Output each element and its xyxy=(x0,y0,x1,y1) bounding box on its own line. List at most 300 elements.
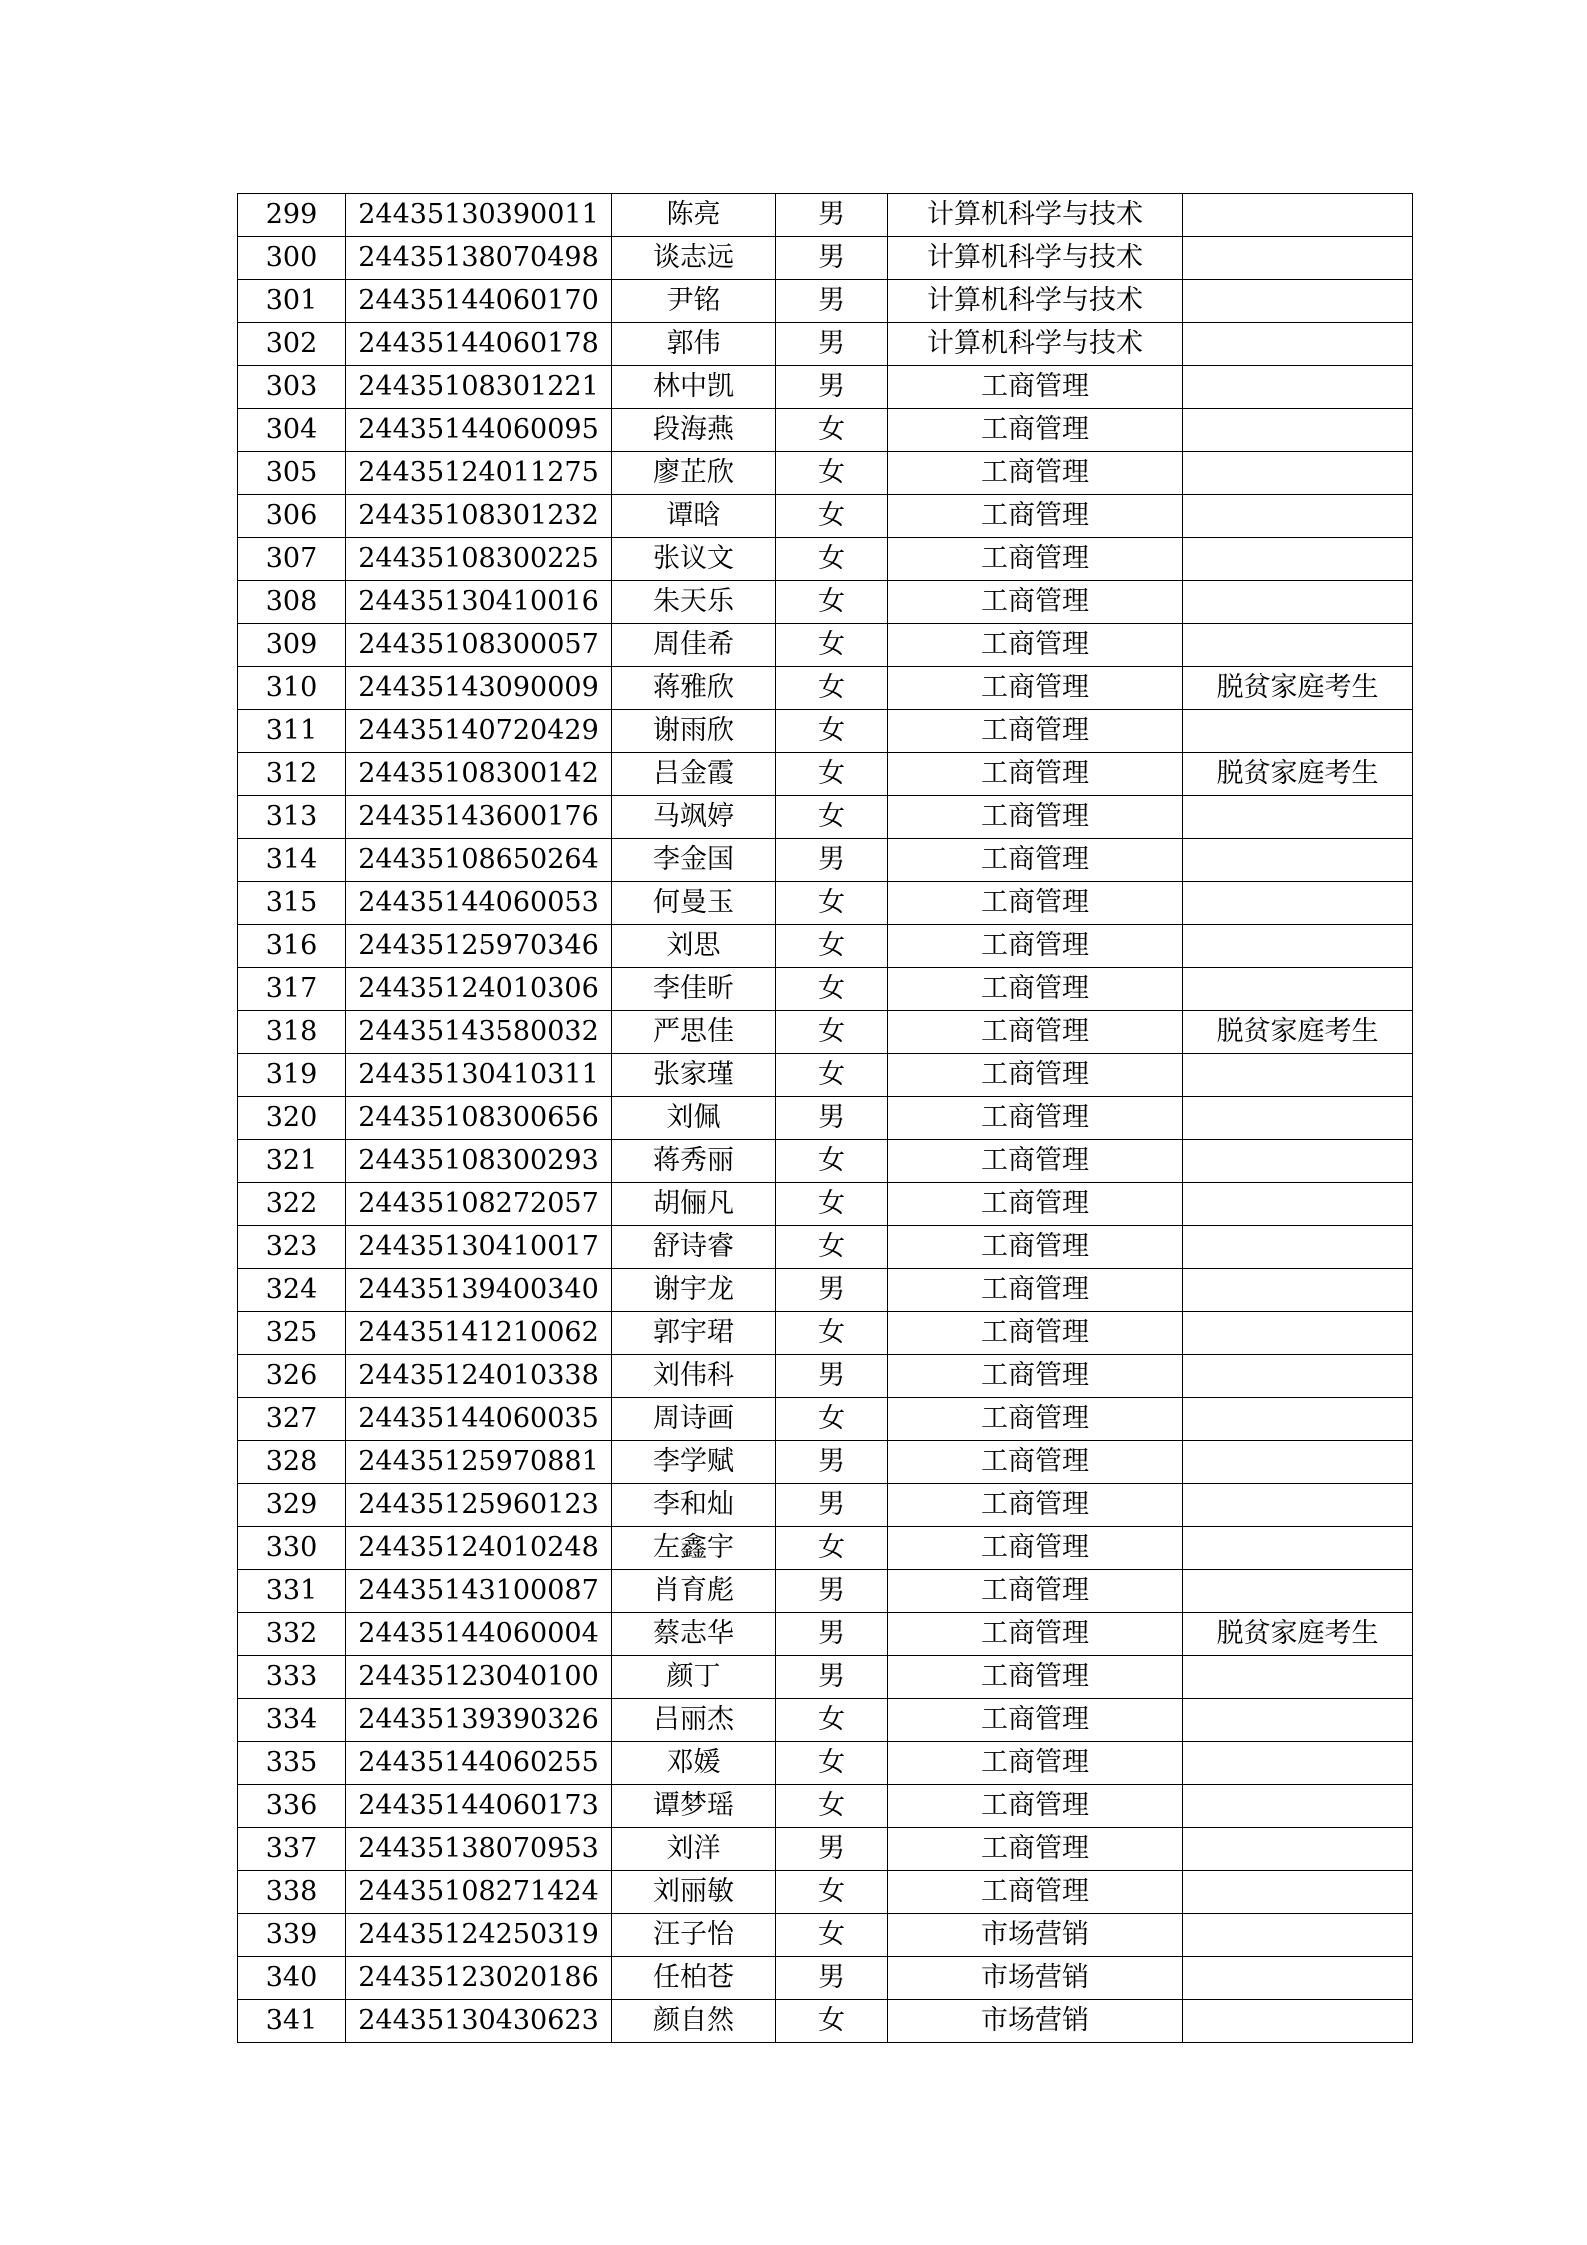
remark-cell xyxy=(1183,968,1413,1011)
gender-cell: 女 xyxy=(776,753,888,796)
student-name-cell: 蒋雅欣 xyxy=(612,667,776,710)
candidate-id-cell: 24435138070498 xyxy=(346,237,612,280)
gender-cell: 女 xyxy=(776,710,888,753)
row-number-cell: 303 xyxy=(238,366,346,409)
candidate-id-cell: 24435143600176 xyxy=(346,796,612,839)
remark-cell xyxy=(1183,796,1413,839)
table-row xyxy=(238,796,1413,839)
table-row xyxy=(238,538,1413,581)
table-row xyxy=(238,1570,1413,1613)
gender-cell: 女 xyxy=(776,624,888,667)
gender-cell: 女 xyxy=(776,409,888,452)
row-number-cell: 328 xyxy=(238,1441,346,1484)
major-cell: 工商管理 xyxy=(888,624,1183,667)
candidate-id-cell: 24435143090009 xyxy=(346,667,612,710)
candidate-id-cell: 24435123040100 xyxy=(346,1656,612,1699)
candidate-id-cell: 24435124010338 xyxy=(346,1355,612,1398)
table-row xyxy=(238,1226,1413,1269)
remark-cell xyxy=(1183,1699,1413,1742)
remark-cell xyxy=(1183,323,1413,366)
row-number-cell: 299 xyxy=(238,194,346,237)
student-name-cell: 吕丽杰 xyxy=(612,1699,776,1742)
major-cell: 工商管理 xyxy=(888,1398,1183,1441)
gender-cell: 女 xyxy=(776,1871,888,1914)
remark-cell xyxy=(1183,538,1413,581)
major-cell: 工商管理 xyxy=(888,1441,1183,1484)
table-row xyxy=(238,237,1413,280)
gender-cell: 女 xyxy=(776,1699,888,1742)
table-row xyxy=(238,882,1413,925)
major-cell: 工商管理 xyxy=(888,1656,1183,1699)
remark-cell xyxy=(1183,1570,1413,1613)
gender-cell: 男 xyxy=(776,366,888,409)
student-name-cell: 李金国 xyxy=(612,839,776,882)
gender-cell: 女 xyxy=(776,2000,888,2043)
gender-cell: 男 xyxy=(776,1957,888,2000)
student-name-cell: 胡俪凡 xyxy=(612,1183,776,1226)
gender-cell: 女 xyxy=(776,1742,888,1785)
row-number-cell: 324 xyxy=(238,1269,346,1312)
student-name-cell: 谢宇龙 xyxy=(612,1269,776,1312)
remark-cell: 脱贫家庭考生 xyxy=(1183,753,1413,796)
gender-cell: 男 xyxy=(776,1570,888,1613)
row-number-cell: 305 xyxy=(238,452,346,495)
gender-cell: 女 xyxy=(776,1011,888,1054)
gender-cell: 女 xyxy=(776,1914,888,1957)
student-name-cell: 吕金霞 xyxy=(612,753,776,796)
student-name-cell: 郭伟 xyxy=(612,323,776,366)
student-name-cell: 严思佳 xyxy=(612,1011,776,1054)
candidate-id-cell: 24435140720429 xyxy=(346,710,612,753)
candidate-id-cell: 24435124250319 xyxy=(346,1914,612,1957)
remark-cell xyxy=(1183,237,1413,280)
student-name-cell: 张家瑾 xyxy=(612,1054,776,1097)
gender-cell: 女 xyxy=(776,1527,888,1570)
candidate-id-cell: 24435108300225 xyxy=(346,538,612,581)
row-number-cell: 335 xyxy=(238,1742,346,1785)
remark-cell xyxy=(1183,1226,1413,1269)
gender-cell: 男 xyxy=(776,323,888,366)
student-name-cell: 蔡志华 xyxy=(612,1613,776,1656)
student-name-cell: 廖芷欣 xyxy=(612,452,776,495)
row-number-cell: 336 xyxy=(238,1785,346,1828)
row-number-cell: 331 xyxy=(238,1570,346,1613)
major-cell: 工商管理 xyxy=(888,1226,1183,1269)
major-cell: 工商管理 xyxy=(888,1527,1183,1570)
row-number-cell: 308 xyxy=(238,581,346,624)
major-cell: 工商管理 xyxy=(888,710,1183,753)
candidate-id-cell: 24435144060173 xyxy=(346,1785,612,1828)
row-number-cell: 306 xyxy=(238,495,346,538)
table-row xyxy=(238,1527,1413,1570)
gender-cell: 女 xyxy=(776,925,888,968)
remark-cell xyxy=(1183,1871,1413,1914)
candidate-id-cell: 24435108301221 xyxy=(346,366,612,409)
student-name-cell: 马飒婷 xyxy=(612,796,776,839)
gender-cell: 女 xyxy=(776,1183,888,1226)
candidate-id-cell: 24435108272057 xyxy=(346,1183,612,1226)
major-cell: 工商管理 xyxy=(888,753,1183,796)
gender-cell: 女 xyxy=(776,667,888,710)
row-number-cell: 333 xyxy=(238,1656,346,1699)
row-number-cell: 325 xyxy=(238,1312,346,1355)
remark-cell xyxy=(1183,1957,1413,2000)
gender-cell: 女 xyxy=(776,968,888,1011)
candidate-id-cell: 24435130390011 xyxy=(346,194,612,237)
table-row xyxy=(238,1656,1413,1699)
table-row xyxy=(238,495,1413,538)
student-name-cell: 谭梦瑶 xyxy=(612,1785,776,1828)
student-name-cell: 陈亮 xyxy=(612,194,776,237)
candidate-id-cell: 24435144060035 xyxy=(346,1398,612,1441)
major-cell: 工商管理 xyxy=(888,538,1183,581)
remark-cell xyxy=(1183,1269,1413,1312)
major-cell: 市场营销 xyxy=(888,2000,1183,2043)
table-row xyxy=(238,409,1413,452)
candidate-id-cell: 24435143580032 xyxy=(346,1011,612,1054)
candidate-id-cell: 24435130410017 xyxy=(346,1226,612,1269)
candidate-id-cell: 24435144060004 xyxy=(346,1613,612,1656)
candidate-id-cell: 24435144060053 xyxy=(346,882,612,925)
candidate-id-cell: 24435108300057 xyxy=(346,624,612,667)
student-name-cell: 谈志远 xyxy=(612,237,776,280)
candidate-id-cell: 24435125960123 xyxy=(346,1484,612,1527)
student-name-cell: 刘思 xyxy=(612,925,776,968)
gender-cell: 男 xyxy=(776,1269,888,1312)
candidate-id-cell: 24435130430623 xyxy=(346,2000,612,2043)
remark-cell xyxy=(1183,1097,1413,1140)
remark-cell xyxy=(1183,280,1413,323)
gender-cell: 男 xyxy=(776,194,888,237)
row-number-cell: 339 xyxy=(238,1914,346,1957)
student-name-cell: 肖育彪 xyxy=(612,1570,776,1613)
candidate-id-cell: 24435144060178 xyxy=(346,323,612,366)
row-number-cell: 318 xyxy=(238,1011,346,1054)
student-name-cell: 尹铭 xyxy=(612,280,776,323)
major-cell: 计算机科学与技术 xyxy=(888,323,1183,366)
candidate-id-cell: 24435143100087 xyxy=(346,1570,612,1613)
major-cell: 工商管理 xyxy=(888,1484,1183,1527)
major-cell: 工商管理 xyxy=(888,1312,1183,1355)
student-name-cell: 何曼玉 xyxy=(612,882,776,925)
major-cell: 工商管理 xyxy=(888,1054,1183,1097)
student-name-cell: 舒诗睿 xyxy=(612,1226,776,1269)
table-row xyxy=(238,1140,1413,1183)
candidate-id-cell: 24435144060170 xyxy=(346,280,612,323)
row-number-cell: 311 xyxy=(238,710,346,753)
remark-cell xyxy=(1183,581,1413,624)
major-cell: 工商管理 xyxy=(888,495,1183,538)
row-number-cell: 326 xyxy=(238,1355,346,1398)
candidate-id-cell: 24435108650264 xyxy=(346,839,612,882)
table-row xyxy=(238,753,1413,796)
major-cell: 工商管理 xyxy=(888,1871,1183,1914)
remark-cell xyxy=(1183,882,1413,925)
row-number-cell: 329 xyxy=(238,1484,346,1527)
candidate-id-cell: 24435139390326 xyxy=(346,1699,612,1742)
remark-cell xyxy=(1183,452,1413,495)
student-name-cell: 谢雨欣 xyxy=(612,710,776,753)
student-name-cell: 朱天乐 xyxy=(612,581,776,624)
remark-cell xyxy=(1183,624,1413,667)
table-row xyxy=(238,1613,1413,1656)
student-name-cell: 任柏苍 xyxy=(612,1957,776,2000)
table-row xyxy=(238,280,1413,323)
candidate-id-cell: 24435139400340 xyxy=(346,1269,612,1312)
row-number-cell: 340 xyxy=(238,1957,346,2000)
remark-cell xyxy=(1183,839,1413,882)
gender-cell: 女 xyxy=(776,581,888,624)
candidate-id-cell: 24435108300142 xyxy=(346,753,612,796)
table-row xyxy=(238,1355,1413,1398)
remark-cell xyxy=(1183,194,1413,237)
remark-cell xyxy=(1183,409,1413,452)
table-row xyxy=(238,1785,1413,1828)
row-number-cell: 330 xyxy=(238,1527,346,1570)
remark-cell xyxy=(1183,1183,1413,1226)
gender-cell: 女 xyxy=(776,538,888,581)
remark-cell xyxy=(1183,366,1413,409)
table-row xyxy=(238,1828,1413,1871)
remark-cell xyxy=(1183,1527,1413,1570)
candidate-id-cell: 24435108300293 xyxy=(346,1140,612,1183)
major-cell: 工商管理 xyxy=(888,409,1183,452)
row-number-cell: 313 xyxy=(238,796,346,839)
table-row xyxy=(238,1183,1413,1226)
major-cell: 工商管理 xyxy=(888,1097,1183,1140)
row-number-cell: 300 xyxy=(238,237,346,280)
remark-cell xyxy=(1183,1785,1413,1828)
table-row xyxy=(238,1699,1413,1742)
student-name-cell: 李佳昕 xyxy=(612,968,776,1011)
table-row xyxy=(238,839,1413,882)
student-name-cell: 左鑫宇 xyxy=(612,1527,776,1570)
major-cell: 工商管理 xyxy=(888,796,1183,839)
row-number-cell: 332 xyxy=(238,1613,346,1656)
table-row xyxy=(238,323,1413,366)
major-cell: 工商管理 xyxy=(888,882,1183,925)
candidate-id-cell: 24435108300656 xyxy=(346,1097,612,1140)
candidate-id-cell: 24435123020186 xyxy=(346,1957,612,2000)
remark-cell xyxy=(1183,2000,1413,2043)
major-cell: 工商管理 xyxy=(888,1183,1183,1226)
row-number-cell: 312 xyxy=(238,753,346,796)
student-name-cell: 段海燕 xyxy=(612,409,776,452)
remark-cell xyxy=(1183,1828,1413,1871)
major-cell: 工商管理 xyxy=(888,667,1183,710)
table-row xyxy=(238,624,1413,667)
table-row xyxy=(238,1742,1413,1785)
row-number-cell: 322 xyxy=(238,1183,346,1226)
major-cell: 市场营销 xyxy=(888,1957,1183,2000)
row-number-cell: 317 xyxy=(238,968,346,1011)
row-number-cell: 334 xyxy=(238,1699,346,1742)
row-number-cell: 337 xyxy=(238,1828,346,1871)
gender-cell: 男 xyxy=(776,280,888,323)
major-cell: 工商管理 xyxy=(888,925,1183,968)
table-row xyxy=(238,1871,1413,1914)
student-name-cell: 郭宇珺 xyxy=(612,1312,776,1355)
student-name-cell: 刘洋 xyxy=(612,1828,776,1871)
row-number-cell: 309 xyxy=(238,624,346,667)
row-number-cell: 323 xyxy=(238,1226,346,1269)
remark-cell xyxy=(1183,1054,1413,1097)
remark-cell xyxy=(1183,1355,1413,1398)
row-number-cell: 320 xyxy=(238,1097,346,1140)
table-row xyxy=(238,452,1413,495)
table-row xyxy=(238,667,1413,710)
gender-cell: 男 xyxy=(776,237,888,280)
candidate-id-cell: 24435125970881 xyxy=(346,1441,612,1484)
major-cell: 工商管理 xyxy=(888,1613,1183,1656)
candidate-id-cell: 24435124010306 xyxy=(346,968,612,1011)
table-row xyxy=(238,1054,1413,1097)
major-cell: 工商管理 xyxy=(888,1785,1183,1828)
remark-cell xyxy=(1183,495,1413,538)
major-cell: 工商管理 xyxy=(888,1699,1183,1742)
remark-cell: 脱贫家庭考生 xyxy=(1183,1613,1413,1656)
table-row xyxy=(238,968,1413,1011)
major-cell: 工商管理 xyxy=(888,1828,1183,1871)
student-name-cell: 蒋秀丽 xyxy=(612,1140,776,1183)
gender-cell: 女 xyxy=(776,452,888,495)
major-cell: 工商管理 xyxy=(888,366,1183,409)
candidate-id-cell: 24435144060255 xyxy=(346,1742,612,1785)
row-number-cell: 304 xyxy=(238,409,346,452)
gender-cell: 女 xyxy=(776,495,888,538)
candidate-id-cell: 24435125970346 xyxy=(346,925,612,968)
gender-cell: 女 xyxy=(776,1785,888,1828)
candidate-id-cell: 24435108271424 xyxy=(346,1871,612,1914)
major-cell: 工商管理 xyxy=(888,452,1183,495)
remark-cell xyxy=(1183,710,1413,753)
gender-cell: 女 xyxy=(776,1398,888,1441)
remark-cell xyxy=(1183,925,1413,968)
remark-cell: 脱贫家庭考生 xyxy=(1183,1011,1413,1054)
major-cell: 工商管理 xyxy=(888,581,1183,624)
student-name-cell: 李和灿 xyxy=(612,1484,776,1527)
gender-cell: 女 xyxy=(776,796,888,839)
table-row xyxy=(238,1441,1413,1484)
table-row xyxy=(238,925,1413,968)
row-number-cell: 315 xyxy=(238,882,346,925)
major-cell: 工商管理 xyxy=(888,1011,1183,1054)
remark-cell: 脱贫家庭考生 xyxy=(1183,667,1413,710)
remark-cell xyxy=(1183,1742,1413,1785)
table-row xyxy=(238,366,1413,409)
table-row xyxy=(238,1914,1413,1957)
gender-cell: 女 xyxy=(776,1054,888,1097)
table-row xyxy=(238,1269,1413,1312)
major-cell: 工商管理 xyxy=(888,1742,1183,1785)
student-name-cell: 周佳希 xyxy=(612,624,776,667)
gender-cell: 男 xyxy=(776,1613,888,1656)
table-row xyxy=(238,1957,1413,2000)
remark-cell xyxy=(1183,1441,1413,1484)
student-name-cell: 邓媛 xyxy=(612,1742,776,1785)
row-number-cell: 321 xyxy=(238,1140,346,1183)
roster-body xyxy=(238,194,1413,2043)
student-name-cell: 刘佩 xyxy=(612,1097,776,1140)
major-cell: 计算机科学与技术 xyxy=(888,194,1183,237)
table-row xyxy=(238,581,1413,624)
major-cell: 计算机科学与技术 xyxy=(888,280,1183,323)
row-number-cell: 301 xyxy=(238,280,346,323)
remark-cell xyxy=(1183,1398,1413,1441)
gender-cell: 男 xyxy=(776,1656,888,1699)
student-name-cell: 汪子怡 xyxy=(612,1914,776,1957)
table-row xyxy=(238,1097,1413,1140)
remark-cell xyxy=(1183,1484,1413,1527)
candidate-id-cell: 24435141210062 xyxy=(346,1312,612,1355)
major-cell: 工商管理 xyxy=(888,1355,1183,1398)
gender-cell: 男 xyxy=(776,1484,888,1527)
row-number-cell: 316 xyxy=(238,925,346,968)
gender-cell: 女 xyxy=(776,1312,888,1355)
student-name-cell: 林中凯 xyxy=(612,366,776,409)
candidate-id-cell: 24435124011275 xyxy=(346,452,612,495)
row-number-cell: 310 xyxy=(238,667,346,710)
major-cell: 工商管理 xyxy=(888,839,1183,882)
gender-cell: 女 xyxy=(776,1140,888,1183)
candidate-id-cell: 24435138070953 xyxy=(346,1828,612,1871)
major-cell: 工商管理 xyxy=(888,1269,1183,1312)
row-number-cell: 319 xyxy=(238,1054,346,1097)
student-name-cell: 周诗画 xyxy=(612,1398,776,1441)
remark-cell xyxy=(1183,1656,1413,1699)
gender-cell: 男 xyxy=(776,839,888,882)
student-name-cell: 刘丽敏 xyxy=(612,1871,776,1914)
major-cell: 市场营销 xyxy=(888,1914,1183,1957)
table-row xyxy=(238,1011,1413,1054)
major-cell: 工商管理 xyxy=(888,968,1183,1011)
student-name-cell: 刘伟科 xyxy=(612,1355,776,1398)
table-row xyxy=(238,1484,1413,1527)
remark-cell xyxy=(1183,1312,1413,1355)
remark-cell xyxy=(1183,1914,1413,1957)
row-number-cell: 338 xyxy=(238,1871,346,1914)
student-name-cell: 颜丁 xyxy=(612,1656,776,1699)
student-name-cell: 谭晗 xyxy=(612,495,776,538)
table-row xyxy=(238,1398,1413,1441)
gender-cell: 男 xyxy=(776,1828,888,1871)
candidate-id-cell: 24435108301232 xyxy=(346,495,612,538)
gender-cell: 男 xyxy=(776,1355,888,1398)
candidate-id-cell: 24435144060095 xyxy=(346,409,612,452)
table-row xyxy=(238,2000,1413,2043)
student-name-cell: 张议文 xyxy=(612,538,776,581)
student-name-cell: 颜自然 xyxy=(612,2000,776,2043)
gender-cell: 女 xyxy=(776,882,888,925)
gender-cell: 女 xyxy=(776,1226,888,1269)
remark-cell xyxy=(1183,1140,1413,1183)
table-row xyxy=(238,1312,1413,1355)
row-number-cell: 302 xyxy=(238,323,346,366)
row-number-cell: 341 xyxy=(238,2000,346,2043)
major-cell: 工商管理 xyxy=(888,1570,1183,1613)
gender-cell: 男 xyxy=(776,1097,888,1140)
student-name-cell: 李学赋 xyxy=(612,1441,776,1484)
admission-roster-table xyxy=(237,193,1413,2043)
table-row xyxy=(238,194,1413,237)
table-row xyxy=(238,710,1413,753)
major-cell: 工商管理 xyxy=(888,1140,1183,1183)
major-cell: 计算机科学与技术 xyxy=(888,237,1183,280)
candidate-id-cell: 24435130410016 xyxy=(346,581,612,624)
candidate-id-cell: 24435124010248 xyxy=(346,1527,612,1570)
row-number-cell: 314 xyxy=(238,839,346,882)
row-number-cell: 307 xyxy=(238,538,346,581)
